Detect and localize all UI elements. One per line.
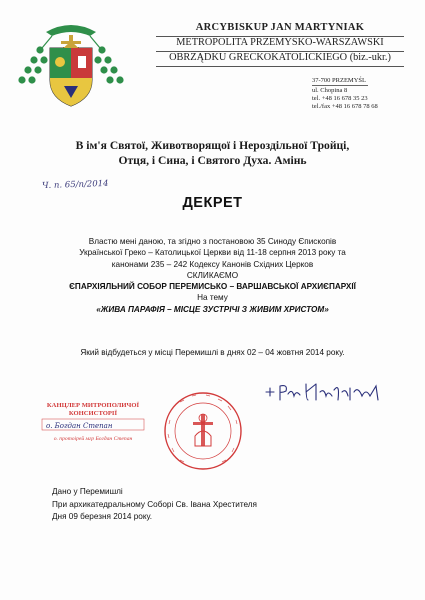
letterhead-metropolitan: METROPOLITA PRZEMYSKO-WARSZAWSKI [176, 37, 384, 48]
handwritten-number: Ч. п. 65/п/2014 [41, 178, 109, 192]
place-line-1: Дано у Перемишлі [52, 487, 123, 496]
coat-of-arms-icon [12, 18, 130, 114]
stamp-signature: о. Богдан Степан [46, 422, 113, 430]
stamp-line-2: КОНСИСТОРІЇ [68, 410, 118, 417]
decree-title: ДЕКРЕТ [182, 195, 243, 211]
invocation-line-1: В ім'я Святої, Животворящої і Нероздільної Тройці, [75, 139, 350, 152]
round-seal [162, 390, 244, 472]
stamp-line-1: КАНЦЛЕР МИТРОПОЛИЧОЇ [46, 402, 140, 409]
venue-text: Який відбудеться у місці Перемишлі в днях 02 – 04 жовтня 2014 року. [80, 348, 345, 357]
body-theme: «ЖИВА ПАРАФІЯ – МІСЦЕ ЗУСТРІЧІ З ЖИВИМ ХРИСТОМ» [96, 304, 329, 314]
address-telfax: tel./fax +48 16 678 78 68 [312, 103, 378, 110]
address-block [312, 77, 420, 111]
body-line-3: канонами 235 – 242 Кодексу Канонів Східних Церков [111, 259, 314, 269]
body-convene: СКЛИКАЄМО [186, 270, 239, 280]
chancellor-stamp [38, 398, 148, 448]
body-sobor: ЄПАРХІЯЛЬНИЙ СОБОР ПЕРЕМИСЬКО – ВАРШАВСЬКОЇ АРХИЄПАРХІЇ [69, 282, 356, 292]
letterhead-rite: OBRZĄDKU GRECKOKATOLICKIEGO (biz.-ukr.) [169, 52, 391, 63]
archbishop-signature [262, 378, 387, 406]
invocation [40, 138, 385, 168]
stamp-line-3: о. протоірей мгр Богдан Степан [53, 436, 133, 442]
address-postal: 37-700 PRZEMYŚL [312, 77, 366, 84]
body-line-1: Властю мені даною, та згідно з постановою 35 Синоду Єпископів [88, 237, 337, 246]
decree-body [50, 236, 375, 315]
place-line-3: Дня 09 березня 2014 року. [52, 512, 153, 521]
address-tel: tel. +48 16 678 35 23 [312, 95, 368, 102]
address-street: ul. Chopina 8 [312, 87, 348, 94]
address-divider [312, 85, 368, 86]
invocation-line-2: Отця, і Сина, і Святого Духа. Амінь [118, 154, 307, 167]
body-line-2: Української Греко – Католицької Церкви від 11-18 серпня 2013 року та [79, 248, 346, 258]
place-line-2: При архикатедральному Соборі Св. Івана Хрестителя [52, 499, 257, 509]
body-theme-intro: На тему [197, 293, 228, 303]
letterhead-divider [156, 66, 404, 67]
place-date-block [52, 486, 257, 524]
letterhead [150, 22, 410, 67]
letterhead-archbishop: ARCYBISKUP JAN MARTYNIAK [195, 22, 365, 33]
